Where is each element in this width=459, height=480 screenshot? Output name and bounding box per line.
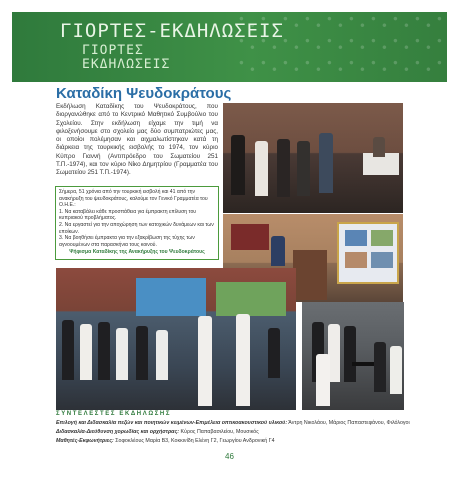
- credits-line-2: [56, 429, 259, 435]
- banner-title: ΓΙΟΡΤΕΣ-ΕΚΔΗΛΩΣΕΙΣ: [60, 20, 284, 42]
- resolution-line-3: 2. Να εργαστεί για την αποχώρηση των κατοχικών δυνάμεων και των εποίκων.: [59, 221, 214, 235]
- credits-line-3-names: Σοφοκλέους Μαρία Β3, Κοκκινίδη Ελένη Γ2, Γεωργίου Ανδρονική Γ4: [115, 438, 275, 444]
- event-photo-choir: [56, 268, 296, 410]
- credits-line-2-label: Διδασκαλία-Διεύθυνση χορωδίας και ορχήστρας:: [56, 429, 180, 435]
- credits-line-3: [56, 438, 275, 444]
- article-intro: Εκδήλωση Καταδίκης του Ψευδοκράτους, που διοργανώθηκε από το Κεντρικό Μαθητικό Συμβούλιο του Σχολείου. Στην εκδήλωση είχαμε την τιμή να φιλοξενήσουμε στο σχολείο μας δύο συμπατριώτες μας, οι οποίοι πολέμησαν και αιχμαλωτίστηκαν κατά τη διάρκεια της τουρκικής εισβολής το 1974, τον κύριο Κύπρο Γιαννή (Αντιπρόεδρο του Σωματείου 251 Τ.Π.-1974), και τον κύριο Νίκο Δημητρίου (Γραμματέα του Σωματείου 251 Τ.Π.-1974).: [56, 103, 218, 177]
- event-photo-speakers: [223, 103, 403, 213]
- credits-line-1: [56, 420, 410, 426]
- banner-subtitle-line1: ΓΙΟΡΤΕΣ: [82, 43, 144, 58]
- credits-line-1-label: Επιλογή και Διδασκαλία πεζών και ποιητικών κειμένων-Επιμέλεια οπτικοακουστικού υλικού:: [56, 420, 288, 426]
- credits-title: ΣΥΝΤΕΛΕΣΤΕΣ ΕΚΔΗΛΩΣΗΣ: [56, 411, 172, 417]
- resolution-line-2: 1. Να καταβάλει κάθε προσπάθεια για έμπρακτη επίλυση του κυπριακού προβλήματος.: [59, 208, 197, 222]
- resolution-title: Ψήφισμα Καταδίκης της Ανακήρυξης του Ψευδοκράτους: [69, 249, 205, 256]
- article-heading: Καταδίκη Ψευδοκράτους: [56, 85, 232, 102]
- banner-subtitle: [82, 44, 170, 72]
- section-banner: [12, 12, 447, 82]
- resolution-line-4: 3. Να βοηθήσει έμπρακτα για την εξακρίβωση της τύχης των αγνοουμένων στα παρασκήνια τους κοινού.: [59, 235, 195, 248]
- event-photo-singers: [302, 302, 404, 410]
- banner-subtitle-line2: ΕΚΔΗΛΩΣΕΙΣ: [82, 57, 171, 72]
- credits-line-2-names: Κύρος Παπαβασιλείου, Μουσικός: [180, 429, 259, 435]
- page-number: 46: [225, 452, 234, 461]
- credits-line-1-names: Άντρη Νικολάου, Μάριος Παπαστεφάνου, Φιλόλογοι: [288, 420, 410, 426]
- resolution-line-1: Σήμερα, 51 χρόνια από την τουρκική εισβολή και 41 από την ανακήρυξη του ψευδοκράτους, καλούμε τον Γενικό Γραμματέα του Ο.Η.Ε.:: [59, 189, 208, 209]
- credits-line-3-label: Μαθητές-Εκφωνήτριες:: [56, 438, 114, 444]
- resolution-box: [55, 186, 219, 260]
